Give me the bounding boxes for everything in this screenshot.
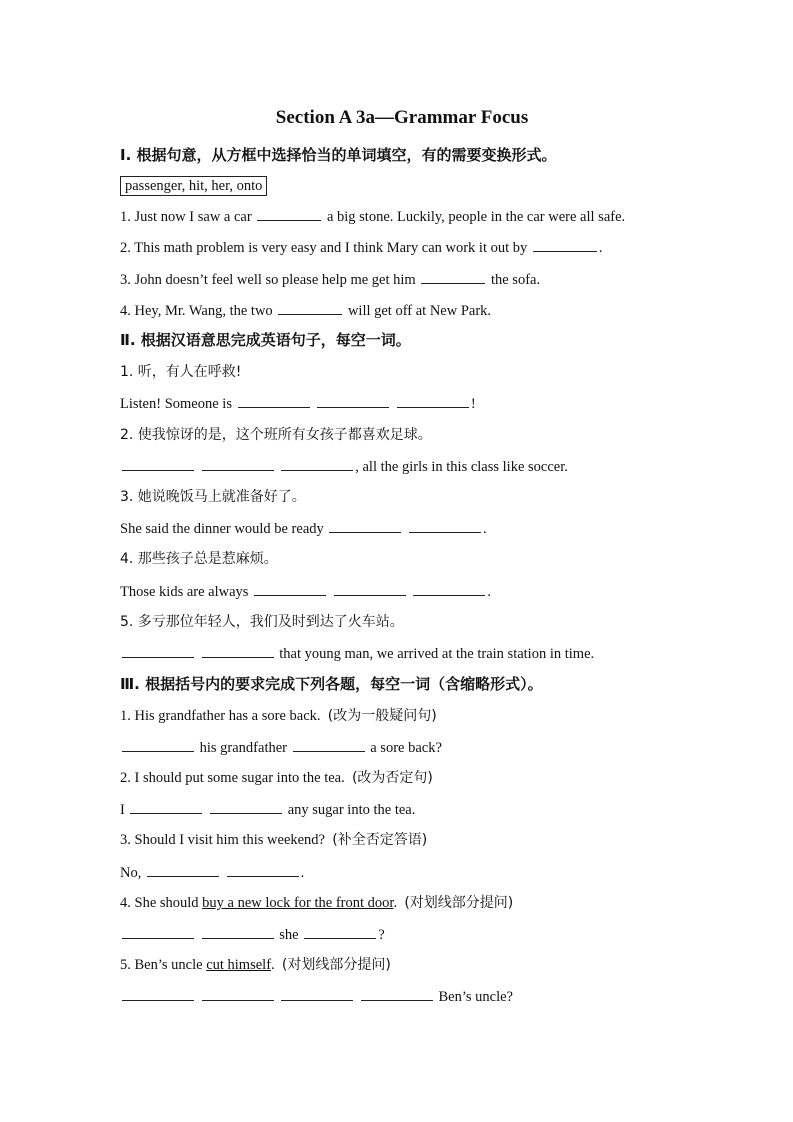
part2-e1: Listen! Someone is ! [120, 393, 476, 414]
part1-q2: 2. This math problem is very easy and I think Mary can work it out by . [120, 237, 603, 258]
part3-q1: 1. His grandfather has a sore back. (改为一般疑问句) [120, 708, 437, 724]
part1-q4: 4. Hey, Mr. Wang, the two will get off at New Park. [120, 300, 491, 321]
part2-c1: 1. 听，有人在呼救! [120, 364, 242, 380]
part2-c3: 3. 她说晚饭马上就准备好了。 [120, 489, 306, 505]
part1-heading: Ⅰ. 根据句意，从方框中选择恰当的单词填空，有的需要变换形式。 [120, 146, 557, 164]
part3-q4: 4. She should buy a new lock for the front door. (对划线部分提问) [120, 895, 514, 911]
part2-c4: 4. 那些孩子总是惹麻烦。 [120, 551, 278, 567]
part2-e2: , all the girls in this class like soccer. [120, 456, 568, 477]
word-box: passenger, hit, her, onto [120, 176, 267, 196]
part3-a1: his grandfather a sore back? [120, 737, 442, 758]
part2-e5: that young man, we arrived at the train station in time. [120, 643, 594, 664]
part3-heading: Ⅲ. 根据括号内的要求完成下列各题，每空一词（含缩略形式）。 [120, 675, 543, 693]
part2-e3: She said the dinner would be ready . [120, 518, 487, 539]
part3-a3: No, . [120, 862, 304, 883]
part3-a2: I any sugar into the tea. [120, 799, 415, 820]
part3-q3: 3. Should I visit him this weekend? (补全否定答语) [120, 832, 428, 848]
part3-q5: 5. Ben’s uncle cut himself. (对划线部分提问) [120, 957, 391, 973]
part2-e4: Those kids are always . [120, 581, 491, 602]
part3-q2: 2. I should put some sugar into the tea. (改为否定句) [120, 770, 433, 786]
part2-c5: 5. 多亏那位年轻人，我们及时到达了火车站。 [120, 614, 404, 630]
part2-c2: 2. 使我惊讶的是，这个班所有女孩子都喜欢足球。 [120, 427, 432, 443]
part1-q1: 1. Just now I saw a car a big stone. Luckily, people in the car were all safe. [120, 206, 625, 227]
part2-heading: Ⅱ. 根据汉语意思完成英语句子，每空一词。 [120, 331, 411, 349]
page-title: Section A 3a—Grammar Focus [275, 107, 529, 128]
part1-q3: 3. John doesn’t feel well so please help me get him the sofa. [120, 269, 540, 290]
part3-a4: she ? [120, 924, 385, 945]
part3-a5: Ben’s uncle? [120, 986, 513, 1007]
